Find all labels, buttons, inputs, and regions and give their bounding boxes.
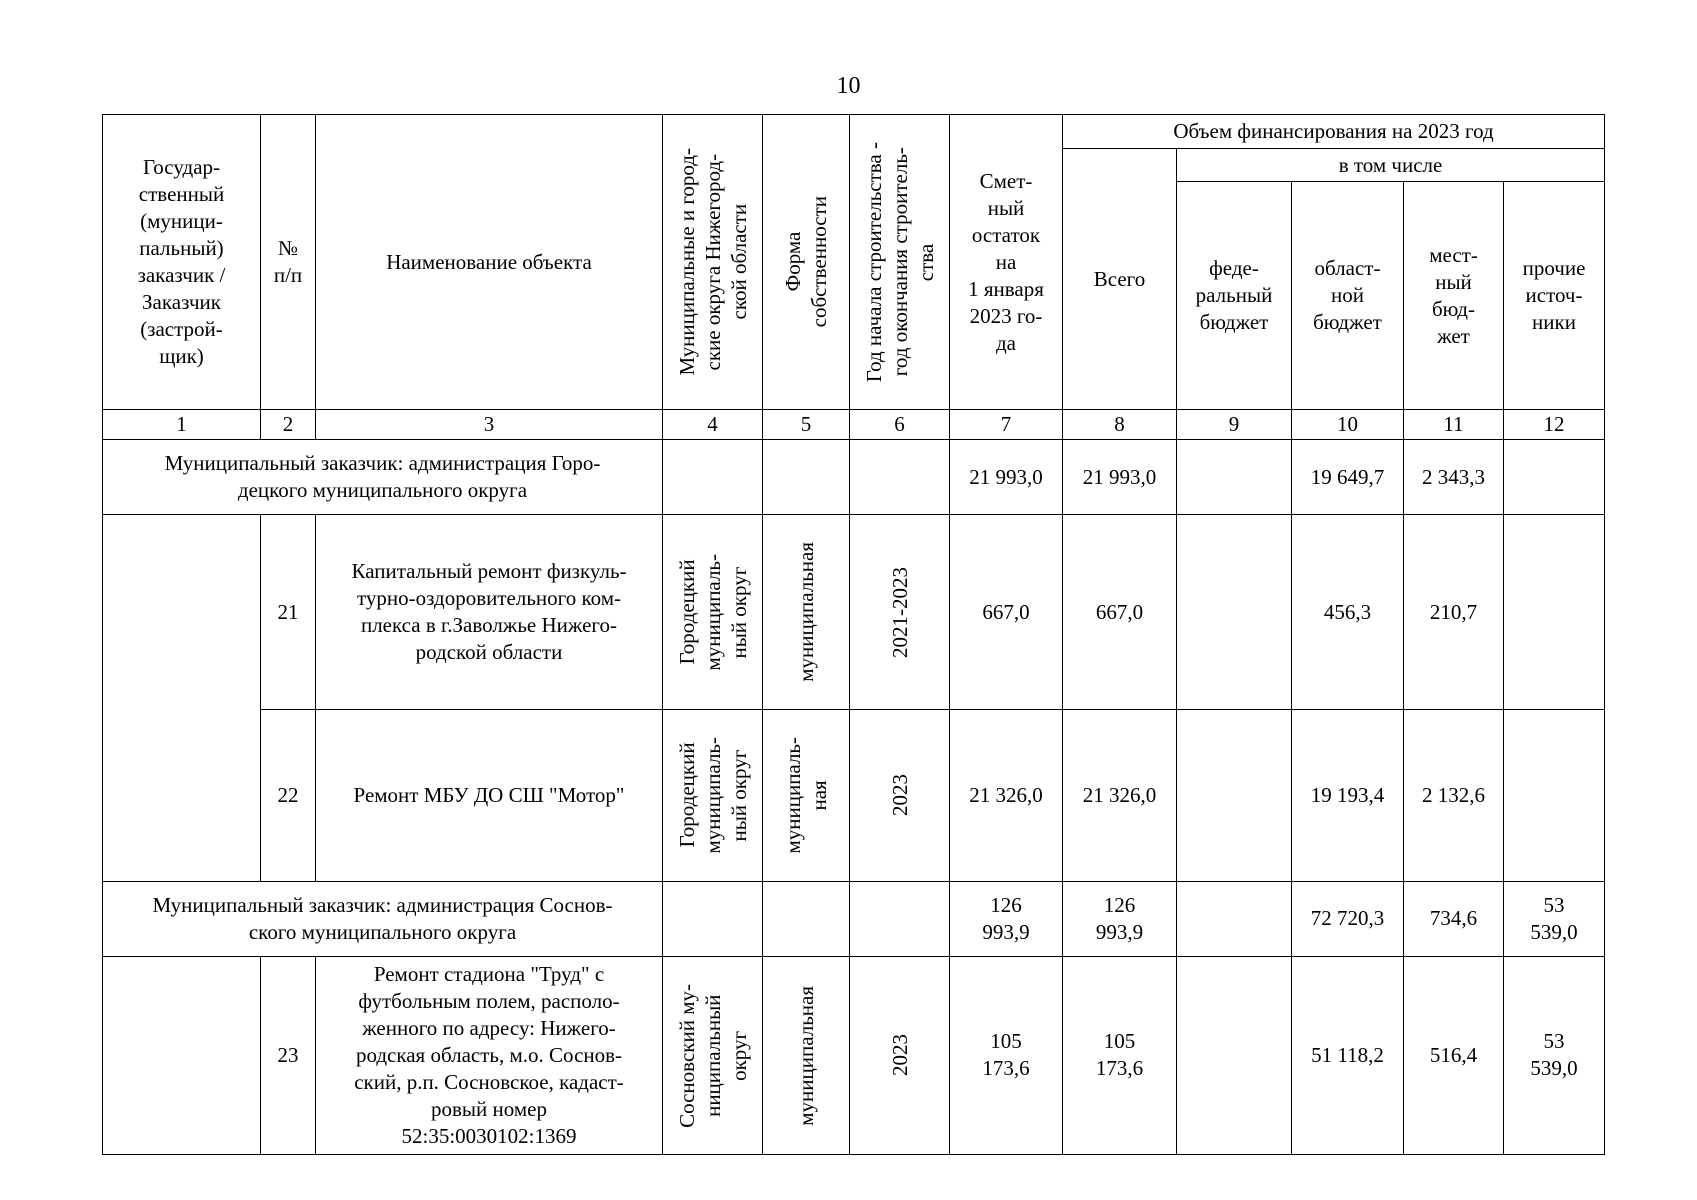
page-number: 10	[836, 73, 861, 99]
header-years-text: Год начала строительства - год окончания строитель- ства	[861, 142, 938, 383]
cell-number: 22	[261, 709, 316, 881]
column-number: 11	[1404, 410, 1504, 440]
cell-other: 53 539,0	[1504, 881, 1605, 956]
cell-local: 516,4	[1404, 956, 1504, 1155]
cell-empty	[763, 440, 850, 515]
cell-federal	[1177, 956, 1292, 1155]
cell-other	[1504, 709, 1605, 881]
column-number: 6	[850, 410, 950, 440]
cell-district	[663, 956, 763, 1155]
object-row-23	[103, 956, 1605, 1155]
cell-years	[850, 709, 950, 881]
header-federal: феде- ральный бюджет	[1177, 182, 1292, 410]
header-including: в том числе	[1177, 149, 1605, 182]
cell-empty	[663, 440, 763, 515]
customer-name: Муниципальный заказчик: администрация Горо- децкого муниципального округа	[103, 440, 663, 515]
object-row-21	[103, 515, 1605, 710]
cell-estimated-balance: 667,0	[950, 515, 1063, 710]
cell-other: 53 539,0	[1504, 956, 1605, 1155]
object-row-22	[103, 709, 1605, 881]
cell-estimated-balance: 21 326,0	[950, 709, 1063, 881]
cell-local: 2 343,3	[1404, 440, 1504, 515]
header-customer: Государ- ственный (муници- пальный) заказчик / Заказчик (застрой- щик)	[103, 115, 261, 410]
cell-district	[663, 709, 763, 881]
cell-total: 105 173,6	[1063, 956, 1177, 1155]
customer-row-gorodets	[103, 440, 1605, 515]
cell-object-name: Ремонт МБУ ДО СШ "Мотор"	[316, 709, 663, 881]
cell-regional: 19 649,7	[1292, 440, 1404, 515]
customer-name: Муниципальный заказчик: администрация Соснов- ского муниципального округа	[103, 881, 663, 956]
header-estimated-balance: Смет- ный остаток на 1 января 2023 го- да	[950, 115, 1063, 410]
column-number: 9	[1177, 410, 1292, 440]
cell-ownership-text: муниципальная	[794, 985, 818, 1126]
cell-empty	[850, 881, 950, 956]
cell-years-text: 2023	[887, 774, 912, 817]
cell-total: 667,0	[1063, 515, 1177, 710]
cell-estimated-balance: 126 993,9	[950, 881, 1063, 956]
header-total: Всего	[1063, 149, 1177, 410]
column-number: 4	[663, 410, 763, 440]
cell-district	[663, 515, 763, 710]
cell-regional: 72 720,3	[1292, 881, 1404, 956]
financing-table	[102, 114, 1605, 1155]
column-number: 7	[950, 410, 1063, 440]
cell-customer-empty	[103, 956, 261, 1155]
header-municipal-districts	[663, 115, 763, 410]
column-number: 2	[261, 410, 316, 440]
cell-federal	[1177, 881, 1292, 956]
column-number: 3	[316, 410, 663, 440]
cell-customer-empty	[103, 515, 261, 881]
header-local: мест- ный бюд- жет	[1404, 182, 1504, 410]
cell-years	[850, 956, 950, 1155]
column-number: 10	[1292, 410, 1404, 440]
cell-estimated-balance: 21 993,0	[950, 440, 1063, 515]
cell-years-text: 2023	[887, 1034, 912, 1077]
header-regional: област- ной бюджет	[1292, 182, 1404, 410]
header-years	[850, 115, 950, 410]
cell-district-text: Сосновский му- ниципальный округ	[674, 983, 751, 1128]
cell-total: 126 993,9	[1063, 881, 1177, 956]
header-row-1	[103, 115, 1605, 149]
cell-other	[1504, 515, 1605, 710]
cell-local: 734,6	[1404, 881, 1504, 956]
header-ownership	[763, 115, 850, 410]
cell-district-text: Городецкий муниципаль- ный округ	[674, 736, 751, 854]
cell-federal	[1177, 440, 1292, 515]
cell-federal	[1177, 515, 1292, 710]
cell-ownership	[763, 515, 850, 710]
cell-years	[850, 515, 950, 710]
cell-local: 210,7	[1404, 515, 1504, 710]
cell-empty	[663, 881, 763, 956]
cell-ownership-text: муниципаль- ная	[781, 736, 831, 854]
cell-ownership	[763, 709, 850, 881]
cell-other	[1504, 440, 1605, 515]
cell-district-text: Городецкий муниципаль- ный округ	[674, 553, 751, 671]
cell-regional: 456,3	[1292, 515, 1404, 710]
cell-federal	[1177, 709, 1292, 881]
column-number: 8	[1063, 410, 1177, 440]
cell-empty	[763, 881, 850, 956]
header-funding-2023: Объем финансирования на 2023 год	[1063, 115, 1605, 149]
cell-years-text: 2021-2023	[887, 566, 912, 658]
cell-ownership-text: муниципальная	[794, 542, 818, 682]
column-number: 1	[103, 410, 261, 440]
cell-number: 21	[261, 515, 316, 710]
customer-row-sosnovskoe	[103, 881, 1605, 956]
header-object-name: Наименование объекта	[316, 115, 663, 410]
header-number: № п/п	[261, 115, 316, 410]
header-other: прочие источ- ники	[1504, 182, 1605, 410]
cell-total: 21 993,0	[1063, 440, 1177, 515]
cell-local: 2 132,6	[1404, 709, 1504, 881]
header-municipal-districts-text: Муниципальные и город- ские округа Нижегород- ской области	[674, 148, 751, 376]
header-ownership-text: Форма собственности	[781, 196, 831, 328]
cell-estimated-balance: 105 173,6	[950, 956, 1063, 1155]
column-numbers-row	[103, 410, 1605, 440]
cell-object-name: Ремонт стадиона "Труд" с футбольным полем, располо- женного по адресу: Нижего- родская область, м.о. Соснов- ский, р.п. Сосновское, кадаст- ровый номер 52:35:0030102:1369	[316, 956, 663, 1155]
cell-regional: 51 118,2	[1292, 956, 1404, 1155]
cell-empty	[850, 440, 950, 515]
cell-regional: 19 193,4	[1292, 709, 1404, 881]
column-number: 12	[1504, 410, 1605, 440]
cell-ownership	[763, 956, 850, 1155]
cell-object-name: Капитальный ремонт физкуль- турно-оздоровительного ком- плекса в г.Заволжье Нижего- родской области	[316, 515, 663, 710]
cell-number: 23	[261, 956, 316, 1155]
column-number: 5	[763, 410, 850, 440]
cell-total: 21 326,0	[1063, 709, 1177, 881]
